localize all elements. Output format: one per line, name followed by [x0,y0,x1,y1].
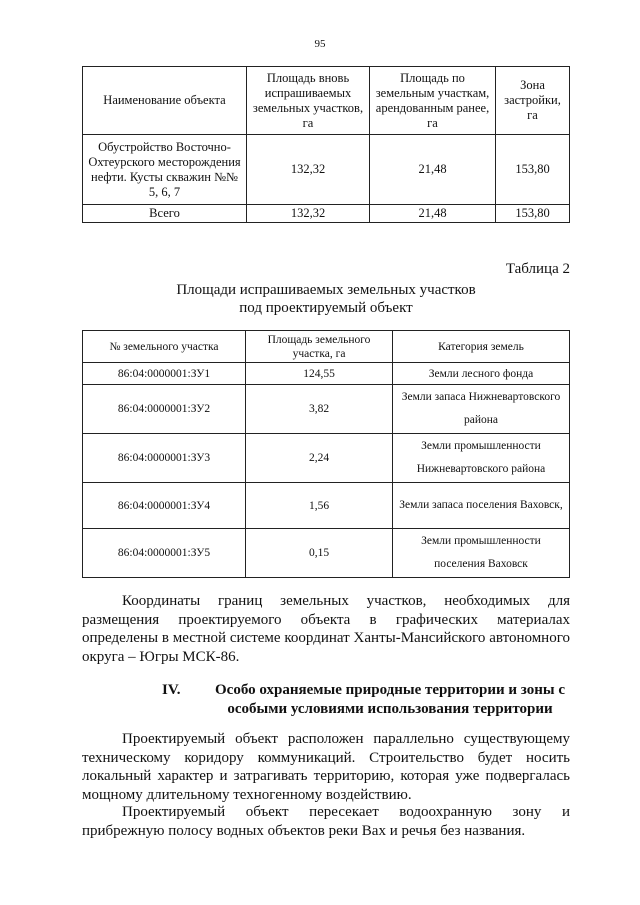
section-number: IV. [162,682,181,698]
cell-leased-area: 21,48 [370,135,496,205]
table-2-label: Таблица 2 [505,261,570,277]
table-row [83,385,570,434]
cell-plot-area: 124,55 [246,363,393,385]
cell-plot-id: 86:04:0000001:ЗУ1 [83,363,246,385]
table-row [83,135,570,205]
cell-land-category: Земли запаса Нижневартовского района [393,385,570,434]
header-new-area: Площадь вновь испрашиваемых земельных участков, га [247,67,370,135]
cell-building-zone: 153,80 [496,135,570,205]
body-paragraph: Проектируемый объект пересекает водоохранную зону и прибрежную полосу водных объектов реки Вах и речья без названия. [82,804,570,839]
table-2-title-line-2: под проектируемый объект [239,300,413,316]
cell-land-category: Земли промышленности поселения Ваховск [393,529,570,578]
cell-total-new-area: 132,32 [247,205,370,223]
cell-plot-area: 0,15 [246,529,393,578]
table-2-title [0,281,640,317]
cell-land-category: Земли промышленности Нижневартовского района [393,434,570,483]
header-land-category: Категория земель [393,331,570,363]
body-paragraph: Проектируемый объект расположен параллельно существующему техническому коридору коммуникаций. Строительство будет носить локальный характер и затрагивать территорию, которая уже подвергалась мощному длительному техногенному воздействию. [82,731,570,803]
cell-total-building-zone: 153,80 [496,205,570,223]
header-plot-area: Площадь земельного участка, га [246,331,393,363]
table-total-row [83,205,570,223]
table-row [83,434,570,483]
cell-plot-area: 1,56 [246,483,393,529]
header-plot-number: № земельного участка [83,331,246,363]
header-building-zone: Зона застройки, га [496,67,570,135]
table-row [83,529,570,578]
cell-plot-area: 3,82 [246,385,393,434]
table-row [83,483,570,529]
page-number: 95 [314,38,326,50]
cell-plot-id: 86:04:0000001:ЗУ4 [83,483,246,529]
cell-plot-area: 2,24 [246,434,393,483]
cell-plot-id: 86:04:0000001:ЗУ5 [83,529,246,578]
cell-total-label: Всего [83,205,247,223]
cell-plot-id: 86:04:0000001:ЗУ2 [83,385,246,434]
cell-total-leased-area: 21,48 [370,205,496,223]
coordinates-paragraph: Координаты границ земельных участков, необходимых для размещения проектируемого объекта в графических материалах определены в местной системе координат Ханты-Мансийского автономного округа – Югры МСК-86. [82,593,570,665]
table-header-row [83,331,570,363]
table-row [83,363,570,385]
cell-new-area: 132,32 [247,135,370,205]
cell-land-category: Земли запаса поселения Ваховск, [393,483,570,529]
header-leased-area: Площадь по земельным участкам, арендованным ранее, га [370,67,496,135]
table-header-row [83,67,570,135]
land-plots-table [82,330,570,578]
cell-plot-id: 86:04:0000001:ЗУ3 [83,434,246,483]
table-2-title-line-1: Площади испрашиваемых земельных участков [176,282,476,298]
cell-object-name: Обустройство Восточно-Охтеурского месторождения нефти. Кусты скважин №№ 5, 6, 7 [83,135,247,205]
cell-land-category: Земли лесного фонда [393,363,570,385]
land-area-summary-table [82,66,570,223]
section-title: Особо охраняемые природные территории и зоны с особыми условиями использования территории [215,682,565,717]
header-object-name: Наименование объекта [83,67,247,135]
